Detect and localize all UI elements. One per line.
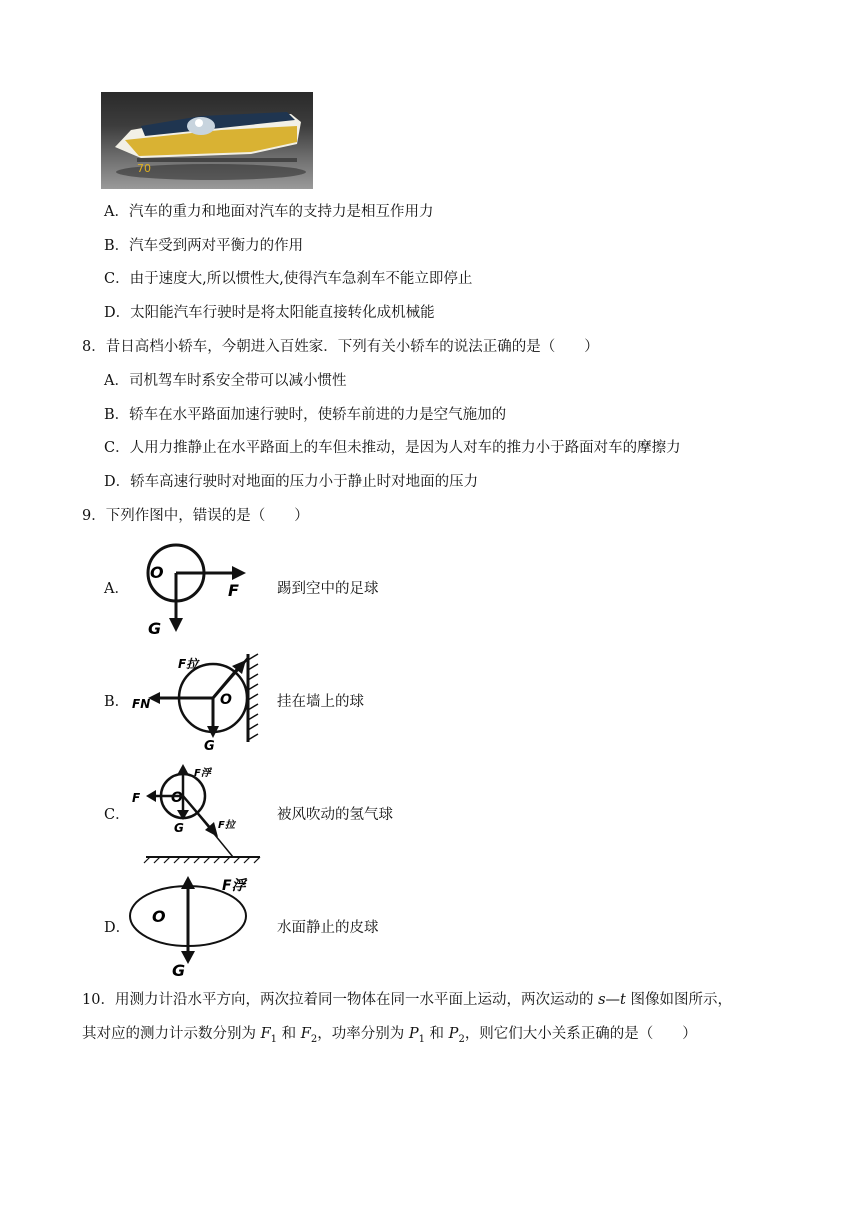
q9-option-d-figure (128, 874, 268, 982)
q9-option-a-figure (128, 538, 268, 642)
buoyancy-f-label: F浮 (194, 768, 211, 779)
q9-option-b-letter: B． (104, 694, 130, 710)
q10-stem-line1: 10．用测力计沿水平方向，两次拉着同一物体在同一水平面上运动，两次运动的 s—t 图像如图所示， (82, 992, 732, 1008)
q9-option-a-caption: 踢到空中的足球 (277, 581, 379, 597)
gravity-g-label: G (172, 961, 186, 978)
svg-text:70: 70 (137, 162, 151, 175)
q9-option-b-figure (128, 652, 268, 756)
q9-option-a-letter: A． (104, 581, 129, 597)
force-f-label: F (228, 581, 239, 600)
q10-stem-line2: 其对应的测力计示数分别为 $F_1$ 和 $F_2$，功率分别为 $P_1$ 和 $P_2$，则它们大小关系正确的是（ ） (82, 1026, 697, 1045)
q9-stem: 9．下列作图中，错误的是（ ） (82, 508, 309, 524)
q7-option-c: C．由于速度大,所以惯性大,使得汽车急刹车不能立即停止 (104, 271, 473, 287)
q9-option-c-caption: 被风吹动的氢气球 (277, 807, 393, 823)
q7-option-d: D．太阳能汽车行驶时是将太阳能直接转化成机械能 (104, 305, 435, 321)
center-label: O (152, 907, 166, 926)
solar-car-illustration (101, 92, 313, 189)
q8-option-a: A．司机驾车时系安全带可以减小惯性 (104, 373, 347, 389)
q7-option-b: B．汽车受到两对平衡力的作用 (104, 238, 304, 254)
center-label: O (171, 790, 183, 806)
gravity-g-label: G (174, 821, 184, 835)
tension-f-label: F拉 (178, 657, 199, 671)
tension-f-label: F拉 (218, 820, 235, 831)
q8-option-c: C．人用力推静止在水平路面上的车但未推动，是因为人对车的推力小于路面对车的摩擦力 (104, 440, 681, 456)
wind-f-label: F (132, 791, 141, 805)
q7-option-a: A．汽车的重力和地面对汽车的支持力是相互作用力 (104, 204, 434, 220)
solar-car-photo (101, 92, 313, 189)
center-label: O (150, 563, 164, 582)
q9-option-d-caption: 水面静止的皮球 (277, 920, 379, 936)
q8-option-b: B．轿车在水平路面加速行驶时，使轿车前进的力是空气施加的 (104, 407, 507, 423)
normal-fn-label: FN (132, 697, 151, 711)
q9-option-b-caption: 挂在墙上的球 (277, 694, 364, 710)
q8-option-d: D．轿车高速行驶时对地面的压力小于静止时对地面的压力 (104, 474, 479, 490)
q9-option-d-letter: D． (104, 920, 131, 936)
q9-option-c-figure (128, 762, 268, 870)
q9-option-c-letter: C． (104, 807, 130, 823)
gravity-g-label: G (148, 619, 162, 638)
center-label: O (220, 692, 232, 708)
buoyancy-f-label: F浮 (222, 878, 246, 894)
q8-stem: 8．昔日高档小轿车，今朝进入百姓家．下列有关小轿车的说法正确的是（ ） (82, 339, 599, 355)
gravity-g-label: G (204, 739, 215, 752)
